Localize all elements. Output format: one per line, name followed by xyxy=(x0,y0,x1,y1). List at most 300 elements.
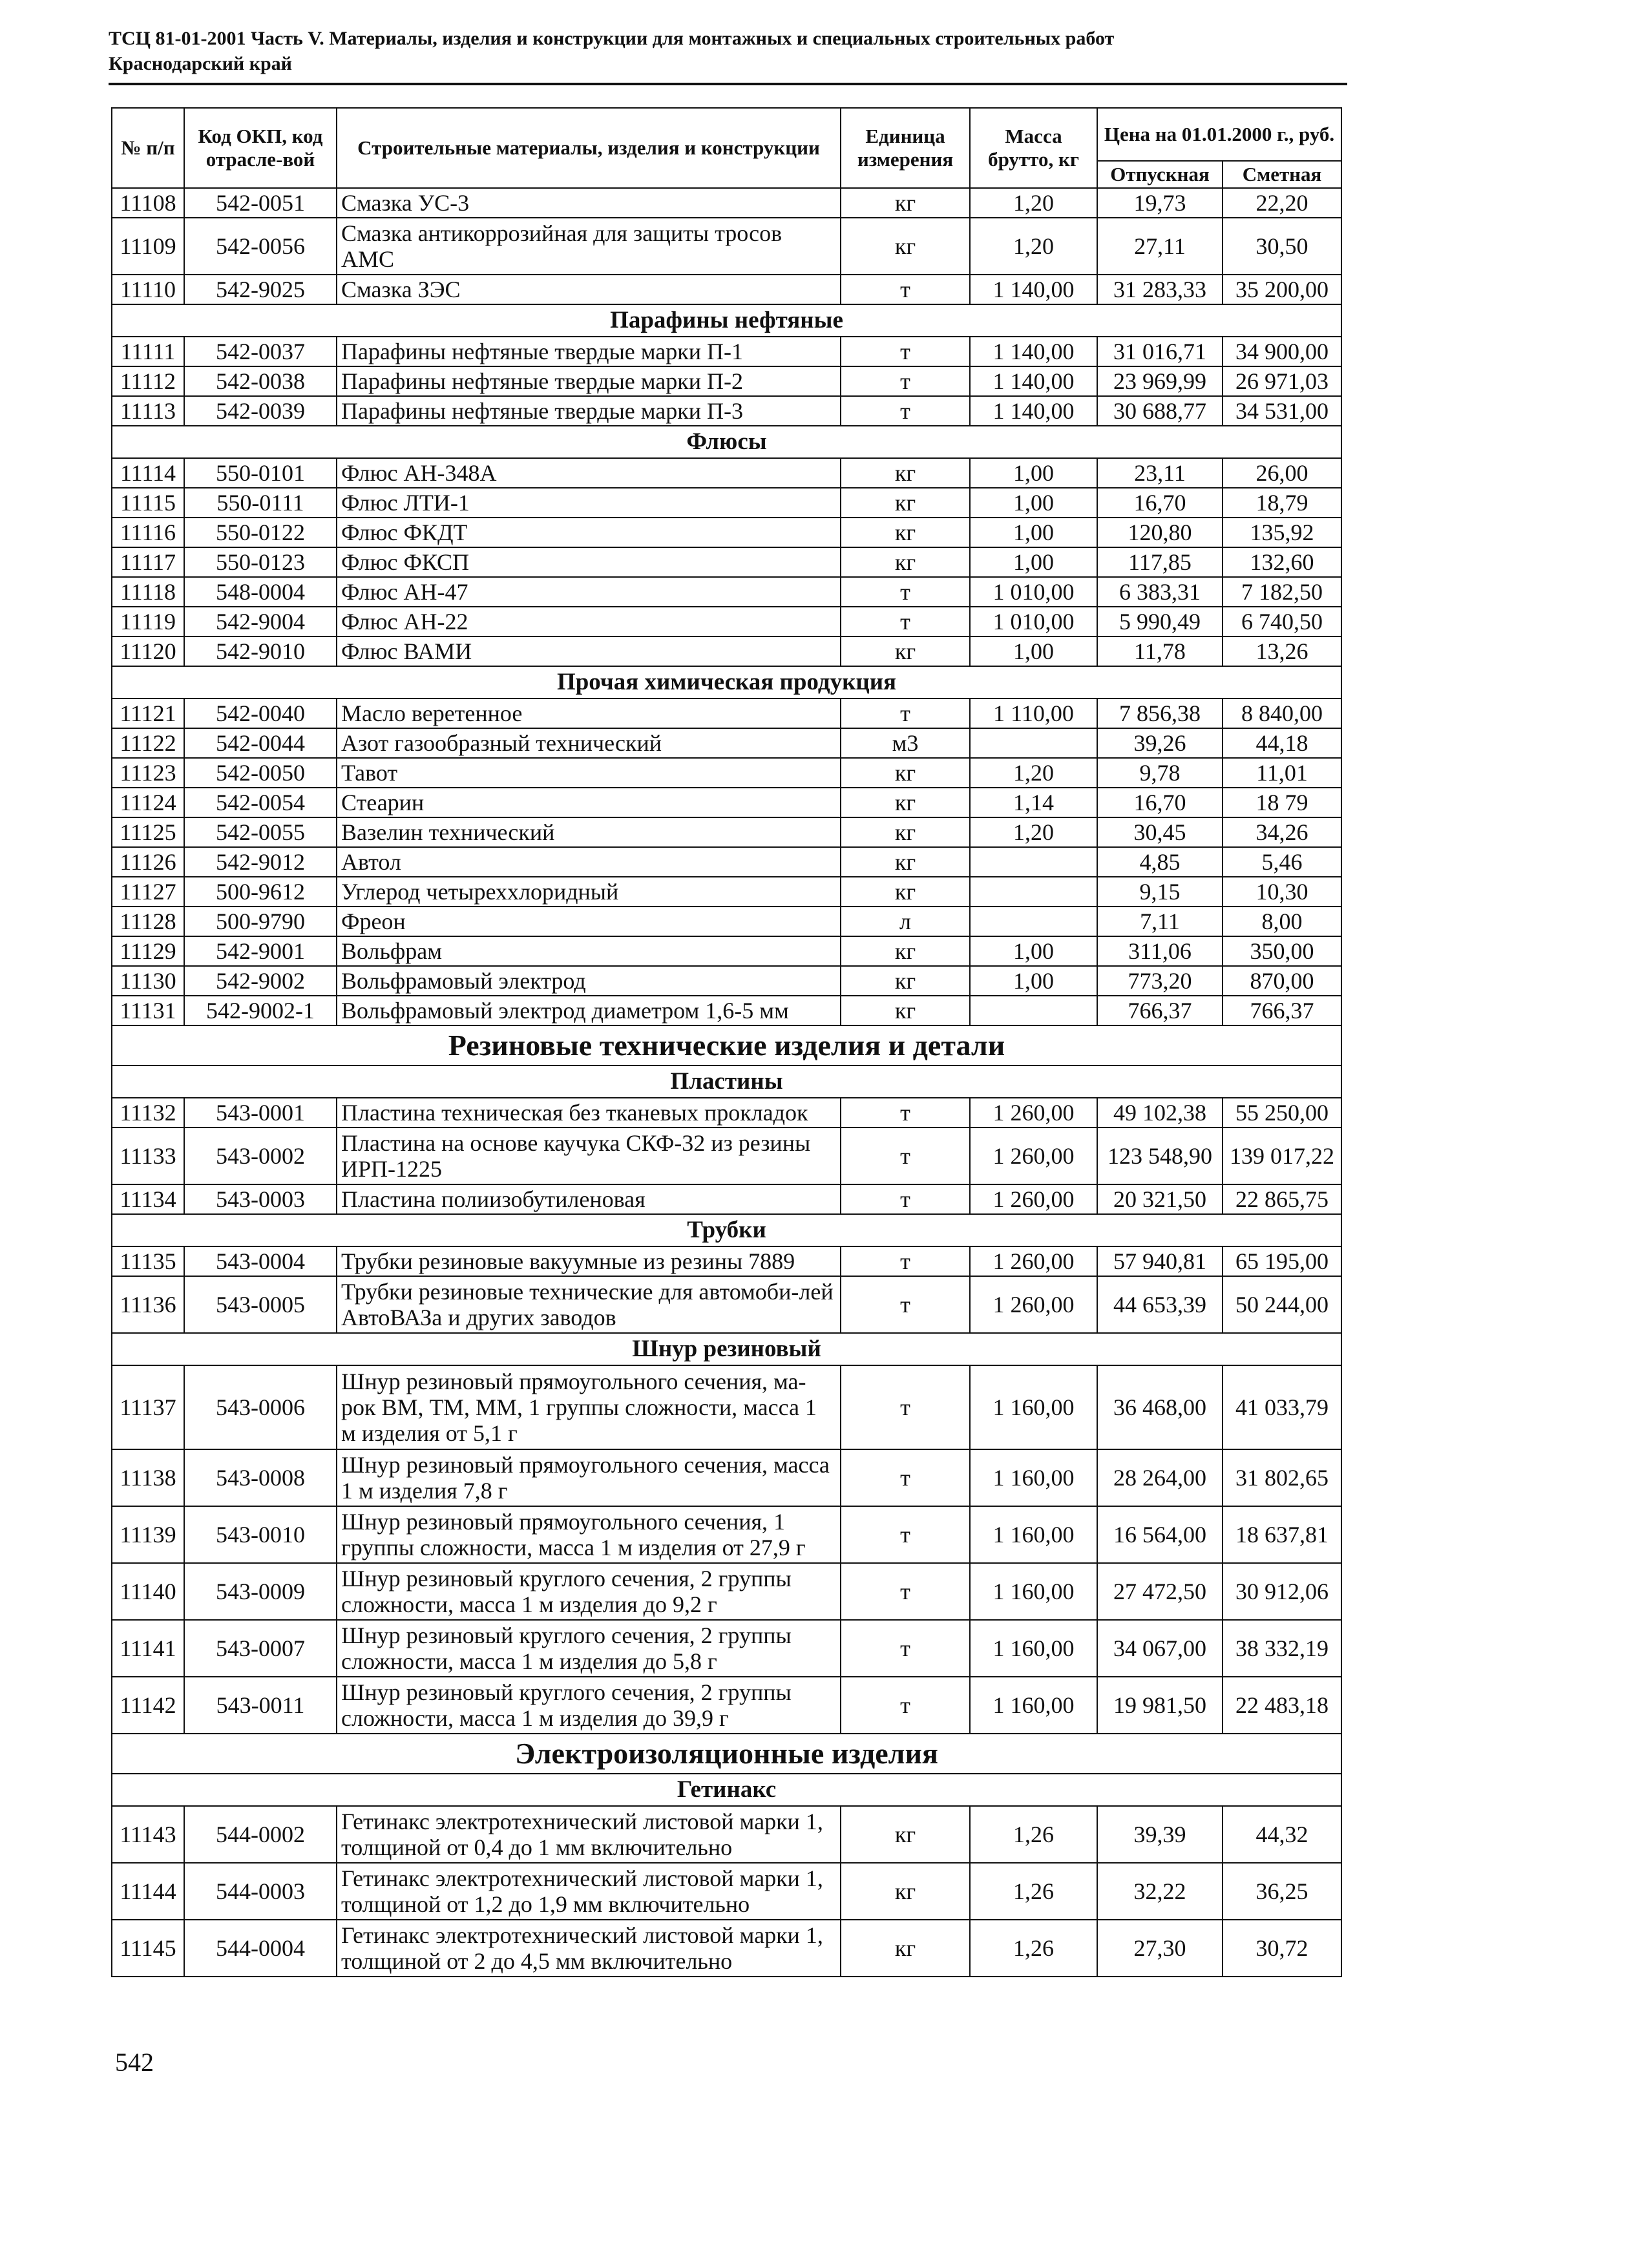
cell-code: 542-0040 xyxy=(184,698,337,728)
cell-price-estimate: 35 200,00 xyxy=(1223,275,1341,304)
cell-name: Флюс АН-47 xyxy=(337,577,841,607)
cell-name: Вольфрам xyxy=(337,936,841,966)
cell-price-estimate: 6 740,50 xyxy=(1223,607,1341,636)
section-row xyxy=(112,1066,1341,1098)
cell-mass: 1,20 xyxy=(970,758,1097,788)
cell-unit: кг xyxy=(841,936,970,966)
cell-name: Фреон xyxy=(337,907,841,936)
cell-num: 11119 xyxy=(112,607,184,636)
cell-name: Гетинакс электротехнический листовой марки 1, толщиной от 0,4 до 1 мм включительно xyxy=(337,1806,841,1863)
cell-price-estimate: 18 637,81 xyxy=(1223,1506,1341,1563)
section-row xyxy=(112,666,1341,698)
cell-price-estimate: 34,26 xyxy=(1223,817,1341,847)
table-row xyxy=(112,1246,1341,1276)
header-rule xyxy=(109,83,1347,85)
cell-price-release: 39,39 xyxy=(1097,1806,1223,1863)
cell-code: 542-9002-1 xyxy=(184,996,337,1025)
table-row xyxy=(112,547,1341,577)
cell-price-estimate: 350,00 xyxy=(1223,936,1341,966)
cell-price-estimate: 22 865,75 xyxy=(1223,1184,1341,1214)
section-title: Шнур резиновый xyxy=(112,1333,1341,1365)
cell-mass: 1,20 xyxy=(970,218,1097,275)
table-row xyxy=(112,458,1341,488)
cell-name: Трубки резиновые технические для автомоби-лей АвтоВАЗа и других заводов xyxy=(337,1276,841,1333)
table-row xyxy=(112,577,1341,607)
cell-price-estimate: 18 79 xyxy=(1223,788,1341,817)
cell-name: Смазка ЗЭС xyxy=(337,275,841,304)
table-row xyxy=(112,758,1341,788)
table-row xyxy=(112,728,1341,758)
header-title: ТСЦ 81-01-2001 Часть V. Материалы, изделия и конструкции для монтажных и специальных строительных работ xyxy=(109,28,1115,49)
cell-num: 11125 xyxy=(112,817,184,847)
cell-code: 542-0037 xyxy=(184,337,337,366)
cell-mass: 1 110,00 xyxy=(970,698,1097,728)
cell-num: 11112 xyxy=(112,366,184,396)
cell-unit: т xyxy=(841,337,970,366)
cell-price-release: 773,20 xyxy=(1097,966,1223,996)
cell-price-estimate: 22 483,18 xyxy=(1223,1677,1341,1734)
cell-code: 542-0039 xyxy=(184,396,337,426)
cell-name: Флюс ЛТИ-1 xyxy=(337,488,841,518)
cell-price-release: 4,85 xyxy=(1097,847,1223,877)
cell-name: Масло веретенное xyxy=(337,698,841,728)
cell-mass xyxy=(970,847,1097,877)
cell-unit: кг xyxy=(841,636,970,666)
cell-code: 550-0101 xyxy=(184,458,337,488)
cell-code: 542-0056 xyxy=(184,218,337,275)
cell-code: 550-0111 xyxy=(184,488,337,518)
cell-name: Тавот xyxy=(337,758,841,788)
cell-price-estimate: 26,00 xyxy=(1223,458,1341,488)
cell-price-release: 44 653,39 xyxy=(1097,1276,1223,1333)
cell-unit: т xyxy=(841,577,970,607)
cell-price-estimate: 5,46 xyxy=(1223,847,1341,877)
cell-name: Азот газообразный технический xyxy=(337,728,841,758)
cell-unit: кг xyxy=(841,488,970,518)
cell-mass: 1 260,00 xyxy=(970,1246,1097,1276)
cell-code: 544-0004 xyxy=(184,1920,337,1977)
cell-price-estimate: 30,50 xyxy=(1223,218,1341,275)
cell-num: 11110 xyxy=(112,275,184,304)
cell-num: 11139 xyxy=(112,1506,184,1563)
cell-unit: кг xyxy=(841,518,970,547)
cell-mass: 1,26 xyxy=(970,1920,1097,1977)
page-number: 542 xyxy=(115,2048,154,2077)
cell-unit: кг xyxy=(841,218,970,275)
cell-unit: кг xyxy=(841,966,970,996)
cell-unit: л xyxy=(841,907,970,936)
cell-code: 542-9001 xyxy=(184,936,337,966)
section-row xyxy=(112,426,1341,458)
table-row xyxy=(112,396,1341,426)
cell-price-estimate: 139 017,22 xyxy=(1223,1128,1341,1184)
cell-mass: 1 160,00 xyxy=(970,1365,1097,1449)
cell-price-release: 9,15 xyxy=(1097,877,1223,907)
cell-price-estimate: 135,92 xyxy=(1223,518,1341,547)
cell-code: 542-0055 xyxy=(184,817,337,847)
cell-name: Вазелин технический xyxy=(337,817,841,847)
cell-unit: т xyxy=(841,1098,970,1128)
cell-unit: кг xyxy=(841,788,970,817)
cell-price-release: 20 321,50 xyxy=(1097,1184,1223,1214)
cell-name: Трубки резиновые вакуумные из резины 7889 xyxy=(337,1246,841,1276)
cell-mass: 1 160,00 xyxy=(970,1506,1097,1563)
cell-num: 11122 xyxy=(112,728,184,758)
cell-price-estimate: 132,60 xyxy=(1223,547,1341,577)
cell-price-release: 9,78 xyxy=(1097,758,1223,788)
major-section-row xyxy=(112,1734,1341,1774)
cell-price-release: 57 940,81 xyxy=(1097,1246,1223,1276)
cell-num: 11144 xyxy=(112,1863,184,1920)
cell-name: Шнур резиновый круглого сечения, 2 группы сложности, масса 1 м изделия до 39,9 г xyxy=(337,1677,841,1734)
cell-unit: кг xyxy=(841,877,970,907)
cell-price-release: 23 969,99 xyxy=(1097,366,1223,396)
cell-mass: 1,00 xyxy=(970,966,1097,996)
table-row xyxy=(112,1806,1341,1863)
cell-price-release: 27,11 xyxy=(1097,218,1223,275)
cell-name: Флюс ВАМИ xyxy=(337,636,841,666)
section-row xyxy=(112,1214,1341,1246)
cell-num: 11120 xyxy=(112,636,184,666)
cell-code: 542-9004 xyxy=(184,607,337,636)
cell-name: Пластина на основе каучука СКФ-32 из резины ИРП-1225 xyxy=(337,1128,841,1184)
cell-price-estimate: 26 971,03 xyxy=(1223,366,1341,396)
section-row xyxy=(112,1774,1341,1806)
cell-price-release: 6 383,31 xyxy=(1097,577,1223,607)
cell-code: 544-0002 xyxy=(184,1806,337,1863)
cell-price-estimate: 10,30 xyxy=(1223,877,1341,907)
cell-code: 543-0005 xyxy=(184,1276,337,1333)
col-unit: Единица измерения xyxy=(841,108,970,188)
cell-price-estimate: 870,00 xyxy=(1223,966,1341,996)
table-row xyxy=(112,275,1341,304)
table-row xyxy=(112,936,1341,966)
cell-mass xyxy=(970,728,1097,758)
cell-unit: т xyxy=(841,1128,970,1184)
cell-name: Флюс АН-22 xyxy=(337,607,841,636)
header-region: Краснодарский край xyxy=(109,53,292,74)
cell-num: 11127 xyxy=(112,877,184,907)
cell-num: 11123 xyxy=(112,758,184,788)
table-row xyxy=(112,607,1341,636)
cell-mass: 1 260,00 xyxy=(970,1128,1097,1184)
col-price-release: Отпускная xyxy=(1097,161,1223,188)
cell-price-release: 7,11 xyxy=(1097,907,1223,936)
cell-price-release: 31 016,71 xyxy=(1097,337,1223,366)
cell-mass: 1,20 xyxy=(970,817,1097,847)
cell-unit: т xyxy=(841,1563,970,1620)
cell-price-release: 30,45 xyxy=(1097,817,1223,847)
cell-unit: т xyxy=(841,1184,970,1214)
cell-mass: 1,20 xyxy=(970,188,1097,218)
cell-num: 11134 xyxy=(112,1184,184,1214)
cell-unit: кг xyxy=(841,1920,970,1977)
cell-price-release: 16,70 xyxy=(1097,488,1223,518)
cell-price-estimate: 11,01 xyxy=(1223,758,1341,788)
table-row xyxy=(112,1677,1341,1734)
cell-num: 11142 xyxy=(112,1677,184,1734)
table-row xyxy=(112,1365,1341,1449)
table-row xyxy=(112,1920,1341,1977)
cell-num: 11145 xyxy=(112,1920,184,1977)
cell-price-release: 19,73 xyxy=(1097,188,1223,218)
cell-num: 11141 xyxy=(112,1620,184,1677)
cell-name: Флюс АН-348А xyxy=(337,458,841,488)
cell-unit: кг xyxy=(841,1806,970,1863)
cell-price-estimate: 34 531,00 xyxy=(1223,396,1341,426)
cell-mass: 1,26 xyxy=(970,1863,1097,1920)
cell-code: 542-0038 xyxy=(184,366,337,396)
cell-code: 542-0054 xyxy=(184,788,337,817)
table-row xyxy=(112,1098,1341,1128)
materials-table xyxy=(111,107,1342,1977)
cell-name: Стеарин xyxy=(337,788,841,817)
cell-name: Смазка антикоррозийная для защиты тросов АМС xyxy=(337,218,841,275)
cell-code: 500-9612 xyxy=(184,877,337,907)
cell-unit: т xyxy=(841,1449,970,1506)
cell-mass xyxy=(970,996,1097,1025)
cell-price-estimate: 36,25 xyxy=(1223,1863,1341,1920)
cell-num: 11128 xyxy=(112,907,184,936)
cell-mass: 1 140,00 xyxy=(970,396,1097,426)
cell-code: 542-9010 xyxy=(184,636,337,666)
section-title: Прочая химическая продукция xyxy=(112,666,1341,698)
cell-mass: 1 160,00 xyxy=(970,1449,1097,1506)
cell-price-estimate: 34 900,00 xyxy=(1223,337,1341,366)
cell-code: 542-9012 xyxy=(184,847,337,877)
cell-price-release: 31 283,33 xyxy=(1097,275,1223,304)
col-num: № п/п xyxy=(112,108,184,188)
cell-price-estimate: 13,26 xyxy=(1223,636,1341,666)
table-row xyxy=(112,996,1341,1025)
cell-code: 542-0044 xyxy=(184,728,337,758)
table-row xyxy=(112,847,1341,877)
table-body xyxy=(112,188,1341,1977)
cell-price-release: 28 264,00 xyxy=(1097,1449,1223,1506)
table-row xyxy=(112,1128,1341,1184)
cell-unit: т xyxy=(841,1246,970,1276)
cell-code: 543-0001 xyxy=(184,1098,337,1128)
cell-code: 548-0004 xyxy=(184,577,337,607)
cell-num: 11138 xyxy=(112,1449,184,1506)
section-title: Пластины xyxy=(112,1066,1341,1098)
cell-mass: 1,26 xyxy=(970,1806,1097,1863)
section-title: Парафины нефтяные xyxy=(112,304,1341,337)
cell-num: 11137 xyxy=(112,1365,184,1449)
table-row xyxy=(112,698,1341,728)
cell-num: 11116 xyxy=(112,518,184,547)
major-section-title: Электроизоляционные изделия xyxy=(112,1734,1341,1774)
cell-code: 550-0122 xyxy=(184,518,337,547)
cell-price-release: 23,11 xyxy=(1097,458,1223,488)
cell-code: 543-0006 xyxy=(184,1365,337,1449)
cell-unit: т xyxy=(841,1276,970,1333)
col-price-estimate: Сметная xyxy=(1223,161,1341,188)
col-price: Цена на 01.01.2000 г., руб. xyxy=(1097,108,1341,161)
cell-price-release: 36 468,00 xyxy=(1097,1365,1223,1449)
cell-name: Шнур резиновый прямоугольного сечения, масса 1 м изделия 7,8 г xyxy=(337,1449,841,1506)
cell-unit: т xyxy=(841,275,970,304)
cell-mass: 1 010,00 xyxy=(970,577,1097,607)
cell-code: 550-0123 xyxy=(184,547,337,577)
table-row xyxy=(112,1449,1341,1506)
cell-price-estimate: 8,00 xyxy=(1223,907,1341,936)
cell-price-release: 117,85 xyxy=(1097,547,1223,577)
cell-code: 542-9002 xyxy=(184,966,337,996)
cell-unit: т xyxy=(841,396,970,426)
cell-num: 11114 xyxy=(112,458,184,488)
cell-num: 11131 xyxy=(112,996,184,1025)
cell-name: Смазка УС-3 xyxy=(337,188,841,218)
cell-mass: 1,00 xyxy=(970,488,1097,518)
cell-code: 543-0002 xyxy=(184,1128,337,1184)
cell-num: 11130 xyxy=(112,966,184,996)
cell-unit: т xyxy=(841,607,970,636)
cell-price-release: 49 102,38 xyxy=(1097,1098,1223,1128)
cell-name: Гетинакс электротехнический листовой марки 1, толщиной от 1,2 до 1,9 мм включительно xyxy=(337,1863,841,1920)
cell-num: 11129 xyxy=(112,936,184,966)
table-row xyxy=(112,218,1341,275)
cell-code: 543-0010 xyxy=(184,1506,337,1563)
cell-num: 11136 xyxy=(112,1276,184,1333)
cell-price-release: 311,06 xyxy=(1097,936,1223,966)
cell-mass: 1,00 xyxy=(970,458,1097,488)
cell-code: 543-0009 xyxy=(184,1563,337,1620)
cell-price-release: 120,80 xyxy=(1097,518,1223,547)
cell-mass: 1,14 xyxy=(970,788,1097,817)
cell-price-estimate: 766,37 xyxy=(1223,996,1341,1025)
cell-code: 543-0003 xyxy=(184,1184,337,1214)
cell-price-release: 11,78 xyxy=(1097,636,1223,666)
cell-num: 11118 xyxy=(112,577,184,607)
cell-mass: 1 160,00 xyxy=(970,1620,1097,1677)
cell-num: 11121 xyxy=(112,698,184,728)
cell-unit: т xyxy=(841,698,970,728)
cell-mass: 1 010,00 xyxy=(970,607,1097,636)
table-row xyxy=(112,337,1341,366)
cell-num: 11126 xyxy=(112,847,184,877)
section-title: Трубки xyxy=(112,1214,1341,1246)
cell-num: 11117 xyxy=(112,547,184,577)
cell-price-release: 16 564,00 xyxy=(1097,1506,1223,1563)
cell-code: 543-0011 xyxy=(184,1677,337,1734)
cell-price-release: 39,26 xyxy=(1097,728,1223,758)
cell-num: 11132 xyxy=(112,1098,184,1128)
cell-unit: т xyxy=(841,1365,970,1449)
cell-code: 543-0004 xyxy=(184,1246,337,1276)
table-row xyxy=(112,1563,1341,1620)
cell-num: 11115 xyxy=(112,488,184,518)
cell-mass: 1,00 xyxy=(970,636,1097,666)
table-row xyxy=(112,966,1341,996)
cell-code: 542-0051 xyxy=(184,188,337,218)
cell-name: Пластина техническая без тканевых прокладок xyxy=(337,1098,841,1128)
cell-unit: т xyxy=(841,366,970,396)
cell-num: 11133 xyxy=(112,1128,184,1184)
cell-mass: 1 140,00 xyxy=(970,366,1097,396)
cell-mass: 1 160,00 xyxy=(970,1563,1097,1620)
table-row xyxy=(112,788,1341,817)
table-row xyxy=(112,1863,1341,1920)
table-row xyxy=(112,907,1341,936)
section-row xyxy=(112,304,1341,337)
cell-name: Автол xyxy=(337,847,841,877)
cell-code: 544-0003 xyxy=(184,1863,337,1920)
cell-price-release: 30 688,77 xyxy=(1097,396,1223,426)
table-row xyxy=(112,1506,1341,1563)
cell-name: Гетинакс электротехнический листовой марки 1, толщиной от 2 до 4,5 мм включительно xyxy=(337,1920,841,1977)
cell-mass: 1 160,00 xyxy=(970,1677,1097,1734)
cell-code: 543-0007 xyxy=(184,1620,337,1677)
cell-price-release: 766,37 xyxy=(1097,996,1223,1025)
cell-name: Углерод четыреххлоридный xyxy=(337,877,841,907)
header-row-1 xyxy=(112,108,1341,161)
section-title: Флюсы xyxy=(112,426,1341,458)
cell-unit: кг xyxy=(841,547,970,577)
cell-num: 11109 xyxy=(112,218,184,275)
col-code: Код ОКП, код отрасле-вой xyxy=(184,108,337,188)
cell-price-release: 5 990,49 xyxy=(1097,607,1223,636)
cell-unit: т xyxy=(841,1620,970,1677)
table-row xyxy=(112,1620,1341,1677)
cell-price-release: 7 856,38 xyxy=(1097,698,1223,728)
cell-name: Парафины нефтяные твердые марки П-1 xyxy=(337,337,841,366)
cell-name: Пластина полиизобутиленовая xyxy=(337,1184,841,1214)
cell-code: 542-0050 xyxy=(184,758,337,788)
cell-price-release: 19 981,50 xyxy=(1097,1677,1223,1734)
cell-price-estimate: 41 033,79 xyxy=(1223,1365,1341,1449)
cell-price-estimate: 65 195,00 xyxy=(1223,1246,1341,1276)
cell-price-estimate: 44,32 xyxy=(1223,1806,1341,1863)
cell-price-estimate: 8 840,00 xyxy=(1223,698,1341,728)
cell-mass: 1,00 xyxy=(970,518,1097,547)
cell-price-estimate: 30 912,06 xyxy=(1223,1563,1341,1620)
cell-mass: 1 260,00 xyxy=(970,1184,1097,1214)
major-section-row xyxy=(112,1025,1341,1066)
cell-mass: 1 140,00 xyxy=(970,337,1097,366)
col-mass: Масса брутто, кг xyxy=(970,108,1097,188)
cell-num: 11111 xyxy=(112,337,184,366)
cell-num: 11108 xyxy=(112,188,184,218)
cell-price-estimate: 55 250,00 xyxy=(1223,1098,1341,1128)
major-section-title: Резиновые технические изделия и детали xyxy=(112,1025,1341,1066)
table-row xyxy=(112,1276,1341,1333)
cell-price-estimate: 44,18 xyxy=(1223,728,1341,758)
cell-num: 11140 xyxy=(112,1563,184,1620)
cell-name: Парафины нефтяные твердые марки П-3 xyxy=(337,396,841,426)
cell-price-release: 123 548,90 xyxy=(1097,1128,1223,1184)
cell-code: 500-9790 xyxy=(184,907,337,936)
cell-name: Шнур резиновый прямоугольного сечения, 1 группы сложности, масса 1 м изделия от 27,9 г xyxy=(337,1506,841,1563)
page-header xyxy=(109,26,1336,76)
cell-price-release: 32,22 xyxy=(1097,1863,1223,1920)
cell-name: Шнур резиновый прямоугольного сечения, ма-рок ВМ, ТМ, ММ, 1 группы сложности, масса 1 м изделия от 5,1 г xyxy=(337,1365,841,1449)
cell-unit: кг xyxy=(841,817,970,847)
cell-name: Флюс ФКСП xyxy=(337,547,841,577)
cell-price-release: 34 067,00 xyxy=(1097,1620,1223,1677)
cell-code: 543-0008 xyxy=(184,1449,337,1506)
cell-code: 542-9025 xyxy=(184,275,337,304)
table-row xyxy=(112,817,1341,847)
col-name: Строительные материалы, изделия и конструкции xyxy=(337,108,841,188)
cell-price-release: 27,30 xyxy=(1097,1920,1223,1977)
cell-mass xyxy=(970,877,1097,907)
cell-name: Вольфрамовый электрод диаметром 1,6-5 мм xyxy=(337,996,841,1025)
cell-unit: кг xyxy=(841,1863,970,1920)
cell-unit: кг xyxy=(841,996,970,1025)
section-title: Гетинакс xyxy=(112,1774,1341,1806)
cell-num: 11113 xyxy=(112,396,184,426)
